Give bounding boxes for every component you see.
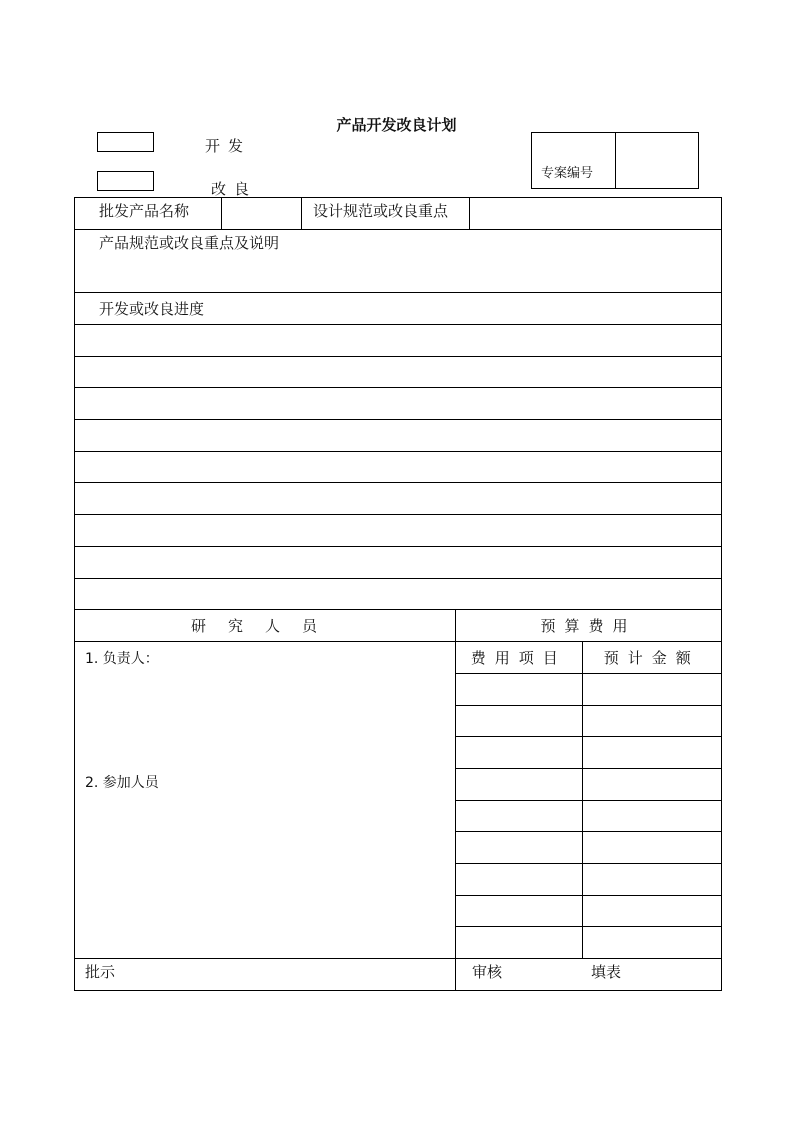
personnel-area[interactable] [75, 642, 456, 959]
product-name-label: 批发产品名称 [99, 202, 190, 220]
members-label: 2. 参加人员 [85, 775, 159, 792]
product-name-field[interactable] [221, 198, 302, 229]
improve-checkbox[interactable] [97, 171, 154, 191]
budget-item-cell[interactable] [456, 673, 582, 705]
budget-item-cell[interactable] [456, 927, 582, 958]
review-label: 审核 [472, 963, 503, 982]
plan-form-table [74, 197, 722, 991]
filler-label: 填表 [591, 963, 622, 982]
header-row [75, 198, 722, 230]
budget-item-cell[interactable] [456, 895, 582, 927]
progress-row[interactable] [75, 578, 722, 610]
budget-amount-cell[interactable] [582, 673, 721, 705]
progress-row[interactable] [75, 356, 722, 388]
progress-section-header [75, 293, 722, 325]
page-title: 产品开发改良计划 [336, 116, 457, 134]
leader-label: 1. 负责人： [85, 651, 159, 668]
develop-checkbox[interactable] [97, 132, 154, 152]
progress-row[interactable] [75, 483, 722, 515]
develop-label: 开发 [205, 137, 252, 155]
budget-amount-cell[interactable] [582, 705, 721, 737]
approval-cell[interactable] [75, 959, 456, 991]
budget-item-cell[interactable] [456, 737, 582, 769]
progress-row[interactable] [75, 515, 722, 547]
spec-section-label: 产品规范或改良重点及说明 [99, 234, 280, 252]
design-focus-label: 设计规范或改良重点 [313, 202, 449, 220]
progress-row[interactable] [75, 325, 722, 357]
budget-item-header: 费用项目 [456, 642, 582, 673]
improve-label: 改良 [211, 180, 258, 198]
design-focus-field[interactable] [469, 198, 721, 229]
budget-item-cell[interactable] [456, 864, 582, 896]
budget-header: 预算费用 [456, 610, 722, 642]
case-number-box [531, 132, 699, 189]
budget-amount-cell[interactable] [582, 768, 721, 800]
approval-label: 批示 [85, 963, 116, 982]
budget-item-cell[interactable] [456, 800, 582, 832]
progress-section-label: 开发或改良进度 [99, 300, 205, 318]
budget-amount-cell[interactable] [582, 864, 721, 896]
budget-amount-cell[interactable] [582, 927, 721, 958]
progress-row[interactable] [75, 388, 722, 420]
budget-amount-cell[interactable] [582, 800, 721, 832]
budget-amount-cell[interactable] [582, 832, 721, 864]
personnel-header: 研究人员 [75, 610, 456, 642]
case-number-label: 专案编号 [541, 166, 594, 181]
budget-area [456, 642, 722, 959]
spec-section[interactable] [75, 230, 722, 293]
budget-amount-cell[interactable] [582, 737, 721, 769]
budget-table [456, 642, 721, 958]
budget-item-cell[interactable] [456, 705, 582, 737]
review-cell[interactable] [456, 959, 722, 991]
budget-item-cell[interactable] [456, 832, 582, 864]
progress-row[interactable] [75, 451, 722, 483]
progress-row[interactable] [75, 420, 722, 452]
progress-row[interactable] [75, 546, 722, 578]
budget-amount-header: 预计金额 [582, 642, 721, 673]
budget-amount-cell[interactable] [582, 895, 721, 927]
budget-item-cell[interactable] [456, 768, 582, 800]
